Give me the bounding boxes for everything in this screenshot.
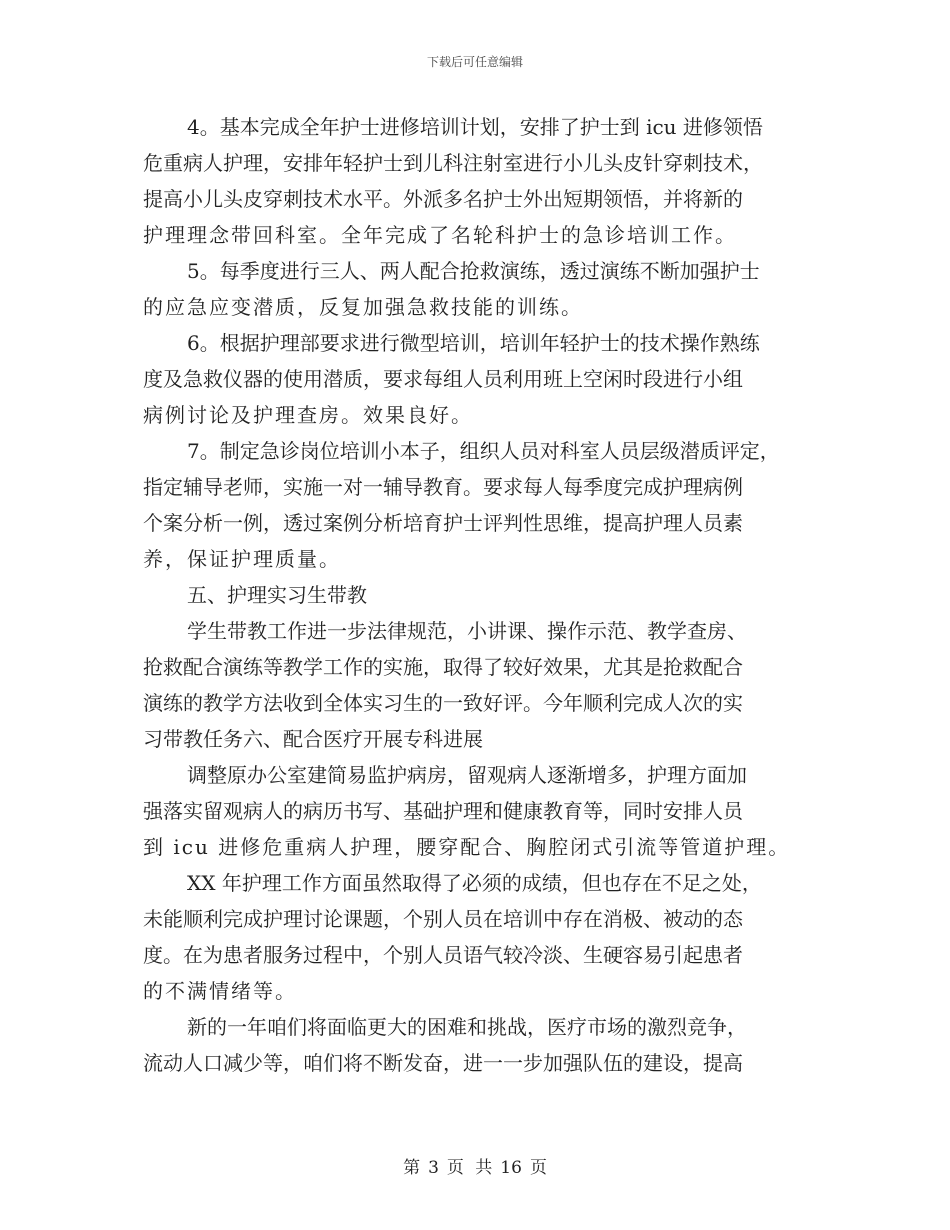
paragraph-line: 病例讨论及护理查房。效果良好。 — [143, 403, 473, 427]
paragraph-line: 强落实留观病人的病历书写、基础护理和健康教育等，同时安排人员 — [143, 799, 743, 823]
page-header: 下载后可任意编辑 — [426, 55, 523, 69]
paragraph-line: 4。基本完成全年护士进修培训计划，安排了护士到 icu 进修领悟 — [187, 115, 763, 139]
current-page-number: 3 — [428, 1158, 439, 1178]
section-heading: 五、护理实习生带教 — [187, 583, 367, 607]
page-footer — [0, 1153, 950, 1178]
paragraph-line: 新的一年咱们将面临更大的困难和挑战，医疗市场的激烈竞争， — [187, 1015, 747, 1039]
paragraph-line: 危重病人护理，安排年轻护士到儿科注射室进行小儿头皮针穿刺技术， — [143, 151, 763, 175]
paragraph-line: 个案分析一例，透过案例分析培育护士评判性思维，提高护理人员素 — [143, 511, 743, 535]
paragraph-line: 6。根据护理部要求进行微型培训，培训年轻护士的技术操作熟练 — [187, 331, 760, 355]
paragraph-line: 演练的教学方法收到全体实习生的一致好评。今年顺利完成人次的实 — [143, 691, 743, 715]
paragraph-line: 调整原办公室建简易监护病房，留观病人逐渐增多，护理方面加 — [187, 763, 747, 787]
paragraph-line: XX 年护理工作方面虽然取得了必须的成绩，但也存在不足之处， — [187, 871, 762, 895]
paragraph-line: 5。每季度进行三人、两人配合抢救演练，透过演练不断加强护士 — [187, 259, 760, 283]
paragraph-line: 到 icu 进修危重病人护理，腰穿配合、胸腔闭式引流等管道护理。 — [143, 835, 791, 859]
paragraph-line: 的应急应变潜质，反复加强急救技能的训练。 — [143, 295, 583, 319]
paragraph-line: 抢救配合演练等教学工作的实施，取得了较好效果，尤其是抢救配合 — [143, 655, 743, 679]
paragraph-line: 指定辅导老师，实施一对一辅导教育。要求每人每季度完成护理病例 — [143, 475, 743, 499]
paragraph-line: 7。制定急诊岗位培训小本子，组织人员对科室人员层级潜质评定， — [187, 439, 780, 463]
paragraph-line: 提高小儿头皮穿刺技术水平。外派多名护士外出短期领悟，并将新的 — [143, 187, 743, 211]
paragraph-line: 流动人口减少等，咱们将不断发奋，进一一步加强队伍的建设，提高 — [143, 1051, 743, 1075]
footer-suffix: 页 — [529, 1158, 547, 1178]
paragraph-line: 护理理念带回科室。全年完成了名轮科护士的急诊培训工作。 — [143, 223, 737, 247]
paragraph-line: 养，保证护理质量。 — [143, 547, 341, 571]
paragraph-line: 度及急救仪器的使用潜质，要求每组人员利用班上空闲时段进行小组 — [143, 367, 743, 391]
paragraph-line: 学生带教工作进一步法律规范，小讲课、操作示范、教学查房、 — [187, 619, 747, 643]
total-page-count: 16 — [500, 1158, 522, 1178]
paragraph-line: 习带教任务六、配合医疗开展专科进展 — [143, 727, 483, 751]
footer-middle: 页 共 — [446, 1158, 493, 1178]
document-body — [143, 109, 823, 1081]
paragraph-line: 未能顺利完成护理讨论课题，个别人员在培训中存在消极、被动的态 — [143, 907, 743, 931]
paragraph-line: 度。在为患者服务过程中，个别人员语气较冷淡、生硬容易引起患者 — [143, 943, 743, 967]
footer-prefix: 第 — [403, 1158, 421, 1178]
paragraph-line: 的不满情绪等。 — [143, 979, 297, 1003]
